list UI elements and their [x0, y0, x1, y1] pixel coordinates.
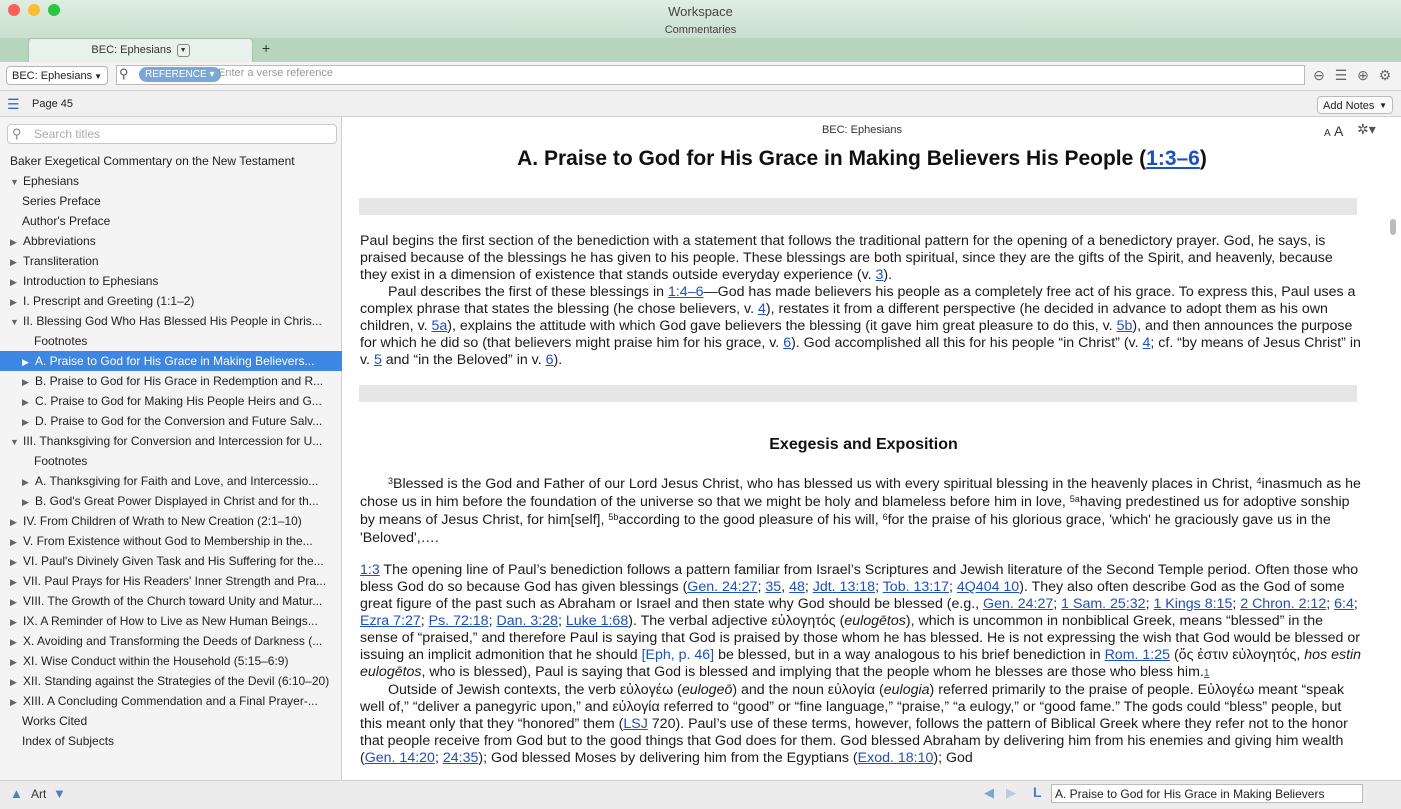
- ref-link[interactable]: Ezra 7:27: [360, 613, 421, 629]
- back-arrow-icon[interactable]: ◀: [984, 785, 994, 800]
- verse-link[interactable]: 1:3: [360, 562, 380, 578]
- sidebar-item[interactable]: [0, 651, 351, 671]
- disclosure-closed-icon[interactable]: ▶: [10, 597, 17, 607]
- location-icon: L: [1033, 784, 1042, 800]
- forward-arrow-icon[interactable]: ▶: [1006, 785, 1016, 800]
- scrollbar[interactable]: [1390, 219, 1396, 235]
- sidebar-item[interactable]: [0, 671, 351, 691]
- verse-link[interactable]: 3: [875, 267, 884, 283]
- ref-link[interactable]: 6:4: [1334, 596, 1354, 612]
- sidebar-item-label: C. Praise to God for Making His People Heirs and G...: [35, 394, 322, 408]
- disclosure-closed-icon[interactable]: ▶: [10, 617, 17, 627]
- section-title-text: A. Praise to God for His Grace in Making Believers His People (: [517, 147, 1147, 170]
- sidebar-item[interactable]: [0, 211, 363, 231]
- chevron-down-icon: ▼: [1379, 101, 1387, 110]
- disclosure-closed-icon[interactable]: ▶: [10, 657, 17, 667]
- sidebar-item[interactable]: [0, 531, 351, 551]
- sidebar-item-label: Series Preface: [22, 194, 101, 208]
- ref-link[interactable]: Gen. 24:27: [983, 596, 1054, 612]
- verse-link[interactable]: 5a: [431, 318, 448, 334]
- sidebar-item[interactable]: [0, 391, 363, 411]
- sidebar-item[interactable]: [0, 471, 363, 491]
- sidebar-item[interactable]: [0, 631, 351, 651]
- new-tab-button[interactable]: +: [262, 40, 271, 56]
- sidebar-item-label: VI. Paul's Divinely Given Task and His Suffering for the...: [23, 554, 324, 568]
- disclosure-closed-icon[interactable]: ▶: [10, 257, 17, 267]
- gear-icon[interactable]: ✲▾: [1357, 121, 1376, 137]
- scripture-text: $^3$Blessed is the God and Father of our Lord Jesus Christ, who has blessed us with every spiritual blessing in the heavenly places in Christ, $^4$inasmuch as he chose us in him before the foundation of the universe so that we might be holy and blameless before him in love, $^{5a}$having predestined us for adoptive sonship by means of Jesus Christ, for him[self], $^{5b}$according to the good pleasure of his will, $^6$for the praise of his glorious grace, ʹwhichʹ he graciously gave us in the ʹBelovedʹ,….: [360, 476, 1361, 546]
- search-icon: ⚲: [12, 126, 22, 141]
- location-field[interactable]: A. Praise to God for His Grace in Making Believers: [1051, 784, 1363, 803]
- window-subtitle: Commentaries: [664, 24, 737, 36]
- verse-link[interactable]: 5: [373, 352, 382, 368]
- verse-link[interactable]: 4: [757, 301, 766, 317]
- sidebar-item-label: VII. Paul Prays for His Readers' Inner Strength and Pra...: [23, 574, 327, 588]
- sidebar-item-label: B. Praise to God for His Grace in Redemption and R...: [35, 374, 324, 388]
- ref-link[interactable]: 4Q404 10: [956, 579, 1020, 595]
- section-title-close: ): [1199, 147, 1207, 170]
- sidebar-item-label: X. Avoiding and Transforming the Deeds of Darkness (...: [23, 634, 323, 648]
- sidebar-item-label: B. God's Great Power Displayed in Christ and for th...: [35, 494, 319, 508]
- title-search-placeholder: Search titles: [34, 127, 101, 141]
- disclosure-closed-icon[interactable]: ▶: [10, 237, 17, 247]
- collapse-up-icon[interactable]: ▲: [10, 786, 23, 801]
- table-of-contents-icon[interactable]: ☰: [7, 96, 20, 112]
- verse-link[interactable]: 4: [1142, 335, 1151, 351]
- disclosure-closed-icon[interactable]: ▶: [10, 557, 17, 567]
- sidebar-item-label: Abbreviations: [23, 234, 96, 248]
- sidebar-item[interactable]: [0, 191, 363, 211]
- disclosure-closed-icon[interactable]: ▶: [10, 677, 17, 687]
- chevron-down-icon: ▼: [94, 72, 102, 81]
- sidebar-item-label: VIII. The Growth of the Church toward Unity and Matur...: [23, 594, 323, 608]
- sidebar-item[interactable]: [0, 371, 363, 391]
- sidebar-item-label: IV. From Children of Wrath to New Creation (2:1–10): [23, 514, 302, 528]
- add-notes-label: Add Notes: [1323, 100, 1375, 112]
- sidebar-item-label: Author's Preface: [22, 214, 111, 228]
- commentary-text: 1:3 The opening line of Paul’s benediction follows a pattern familiar from Israel’s Scriptures and Jewish literature of the Second Temple period. Often those who bless God do so because God has given blessings (Gen. 24:27; 35, 48; Jdt. 13:18; Tob. 13:17; 4Q404 10). They also often describe God as the God of some great figure of the past such as Abraham or Israel and then state why God should be blessed (e.g., Gen. 24:27; 1 Sam. 25:32; 1 Kings 8:15; 2 Chron. 2:12; 6:4; Ezra 7:27; Ps. 72:18; Dan. 3:28; Luke 1:68). The verbal adjective εὐλογητός (eulogētos), which is uncommon in nonbiblical Greek, means “blessed” in the sense of “praised,” and therefore Paul is saying that God is praised by those whom he has blessed. He is not expressing the wish that God would be blessed or issuing an implicit admonition that he should [Eph, p. 46] be blessed, but in a way analogous to his brief benediction in Rom. 1:25 (ὅς ἐστιν εὐλογητός, hos estin eulogētos, who is blessed), Paul is saying that God is blessed and implying that the people whom he blesses are those who bless him.1 Outside of Jewish contexts, the verb εὐλογέω (eulogeō) and the noun εὐλογία (eulogia) referred primarily to the praise of people. Εὐλογέω meant “speak well of,” “deliver a panegyric upon,” and εὐλογία referred to “good” or “fine language,” “praise,” “a eulogy,” or “good fame.” The gods could “bless” people, but this meant only that they “honored” them (LSJ 720). Paul’s use of these terms, however, follows the pattern of Biblical Greek where they refer not to the honor that people receive from God but to the good things that God does for them. God blessed Abraham by delivering him from his enemies and giving him wealth (Gen. 14:20; 24:35); God blessed Moses by delivering him from the Egyptians (Exod. 18:10); God: [360, 562, 1362, 766]
- disclosure-closed-icon[interactable]: ▶: [10, 637, 17, 647]
- resource-select-value: BEC: Ephesians: [12, 70, 93, 82]
- ref-link[interactable]: [Eph, p. 46]: [641, 647, 715, 663]
- disclosure-closed-icon[interactable]: ▶: [22, 417, 29, 427]
- art-label: Art: [31, 787, 47, 801]
- sidebar-item-label: III. Thanksgiving for Conversion and Intercession for U...: [23, 434, 323, 448]
- disclosure-closed-icon[interactable]: ▶: [22, 477, 29, 487]
- disclosure-open-icon[interactable]: ▼: [10, 437, 19, 447]
- disclosure-closed-icon[interactable]: ▶: [10, 297, 17, 307]
- sidebar-item-label: Introduction to Ephesians: [23, 274, 159, 288]
- search-type-label: REFERENCE: [145, 69, 207, 80]
- window-title: Workspace: [668, 4, 733, 19]
- sidebar-item-label: D. Praise to God for the Conversion and Future Salv...: [35, 414, 323, 428]
- divider-band: [359, 385, 1357, 402]
- sidebar-item[interactable]: [0, 411, 363, 431]
- zoom-search-icon[interactable]: ⊖: [1313, 67, 1325, 83]
- ref-link[interactable]: Jdt. 13:18: [812, 579, 876, 595]
- search-type-pill[interactable]: REFERENCE ▾: [139, 67, 221, 82]
- section-title: [342, 147, 1382, 171]
- tab-bec-ephesians[interactable]: [28, 38, 253, 62]
- sidebar-item[interactable]: [0, 291, 351, 311]
- sidebar-item[interactable]: [0, 251, 351, 271]
- content-header: BEC: Ephesians: [821, 124, 903, 136]
- ref-link[interactable]: Ps. 72:18: [428, 613, 489, 629]
- sidebar-item[interactable]: [0, 731, 363, 751]
- disclosure-closed-icon[interactable]: ▶: [10, 577, 17, 587]
- tab-menu-icon[interactable]: ▼: [177, 44, 190, 57]
- divider-band: [359, 198, 1357, 215]
- sidebar-item[interactable]: [0, 151, 351, 171]
- disclosure-closed-icon[interactable]: ▶: [10, 697, 17, 707]
- sidebar-item[interactable]: [0, 511, 351, 531]
- sidebar-item-label: I. Prescript and Greeting (1:1–2): [23, 294, 195, 308]
- disclosure-closed-icon[interactable]: ▶: [10, 537, 17, 547]
- sidebar-item-label: Transliteration: [23, 254, 99, 268]
- ref-link[interactable]: 1 Sam. 25:32: [1061, 596, 1146, 612]
- sidebar-item[interactable]: [0, 591, 351, 611]
- sidebar-item-label: A. Thanksgiving for Faith and Love, and Intercessio...: [35, 474, 319, 488]
- sidebar-item[interactable]: [0, 551, 351, 571]
- ref-link[interactable]: 35: [765, 579, 782, 595]
- sidebar-item[interactable]: [0, 711, 363, 731]
- sidebar-item[interactable]: [0, 271, 351, 291]
- title-reference-link[interactable]: 1:3–6: [1146, 147, 1200, 170]
- disclosure-closed-icon[interactable]: ▶: [10, 517, 17, 527]
- disclosure-closed-icon[interactable]: ▶: [22, 497, 29, 507]
- sidebar-item[interactable]: [0, 451, 375, 471]
- verse-link[interactable]: 6: [545, 352, 554, 368]
- sidebar-item-label: Baker Exegetical Commentary on the New Testament: [10, 154, 295, 168]
- ref-link[interactable]: Gen. 24:27: [687, 579, 758, 595]
- page-number: Page 45: [32, 98, 73, 110]
- verse-link[interactable]: 6: [783, 335, 792, 351]
- ref-link[interactable]: 48: [789, 579, 805, 595]
- verse-link[interactable]: 5b: [1116, 318, 1133, 334]
- summary-text: Paul begins the first section of the benediction with a statement that follows the traditional pattern for the opening of a benedictory prayer. God, he says, is praised because of the blessings he has given to his people. These blessings are both spiritual, since they are the gifts of the Spirit, and heavenly, because they exist in a dimension of existence that stands outside everyday experience (v. 3). Paul describes the first of these blessings in 1:4–6—God has made believers his people as a completely free act of his grace. To express this, Paul uses a complex phrase that states the blessing (he chose believers, v. 4), restates it from a different perspective (he decided in advance to adopt them as his own children, v. 5a), explains the attitude with which God gave believers the blessing (it gave him great pleasure to do this, v. 5b), and then announces the purpose for which he did so (that believers might praise him for his grace, v. 6). God accomplished all this for his people “in Christ” (v. 4; cf. “by means of Jesus Christ” in v. 5 and “in the Beloved” in v. 6).: [360, 233, 1361, 368]
- sidebar-item[interactable]: [0, 491, 363, 511]
- sidebar-item[interactable]: [0, 311, 351, 331]
- add-notes-button[interactable]: [1317, 96, 1393, 114]
- sidebar-item[interactable]: [0, 571, 351, 591]
- ref-link[interactable]: 1 Kings 8:15: [1153, 596, 1233, 612]
- sidebar-item-label: II. Blessing God Who Has Blessed His People in Chris...: [23, 314, 322, 328]
- ref-link[interactable]: LSJ: [623, 716, 648, 732]
- verse-link[interactable]: 1:4–6: [667, 284, 704, 300]
- font-size-control[interactable]: A A: [1324, 123, 1344, 139]
- sidebar-item[interactable]: [0, 431, 351, 451]
- disclosure-open-icon[interactable]: ▼: [10, 317, 19, 327]
- disclosure-open-icon[interactable]: ▼: [10, 177, 19, 187]
- disclosure-closed-icon[interactable]: ▶: [10, 277, 17, 287]
- sidebar-item-label: Footnotes: [34, 334, 88, 348]
- ref-link[interactable]: Tob. 13:17: [882, 579, 949, 595]
- sidebar-item-label: Footnotes: [34, 454, 88, 468]
- tab-label: BEC: Ephesians: [91, 44, 172, 56]
- share-icon[interactable]: ⚙: [1378, 67, 1392, 83]
- ref-link[interactable]: 24:35: [442, 750, 479, 766]
- ref-link[interactable]: Gen. 14:20: [364, 750, 435, 766]
- sidebar-item-label: A. Praise to God for His Grace in Making Believers...: [35, 354, 315, 368]
- disclosure-closed-icon[interactable]: ▶: [22, 377, 29, 387]
- search-icon: ⚲: [119, 66, 129, 81]
- disclosure-closed-icon[interactable]: ▶: [22, 357, 29, 367]
- sidebar-item-label: IX. A Reminder of How to Live as New Human Beings...: [23, 614, 318, 628]
- expand-down-icon[interactable]: ▼: [53, 786, 66, 801]
- add-panel-icon[interactable]: ⊕: [1357, 67, 1369, 83]
- sidebar-item-label: V. From Existence without God to Membership in the...: [23, 534, 313, 548]
- ref-link[interactable]: Rom. 1:25: [1104, 647, 1171, 663]
- sidebar-item[interactable]: [0, 351, 363, 371]
- sidebar-item[interactable]: [0, 231, 351, 251]
- section-heading: Exegesis and Exposition: [769, 436, 958, 453]
- reader-toolbar: [0, 91, 1401, 117]
- sidebar-item[interactable]: [0, 171, 351, 191]
- sidebar-item-label: Ephesians: [23, 174, 80, 188]
- ref-link[interactable]: Exod. 18:10: [857, 750, 934, 766]
- sidebar-item-label: XIII. A Concluding Commendation and a Final Prayer-...: [23, 694, 318, 708]
- list-icon[interactable]: ☰: [1334, 67, 1348, 83]
- ref-link[interactable]: 2 Chron. 2:12: [1240, 596, 1327, 612]
- sidebar-item-label: Works Cited: [22, 714, 88, 728]
- reference-input[interactable]: Enter a verse reference: [218, 67, 333, 79]
- sidebar-item-label: XI. Wise Conduct within the Household (5:15–6:9): [23, 654, 289, 668]
- footnote-link[interactable]: 1: [1203, 668, 1210, 679]
- sidebar-item[interactable]: [0, 611, 351, 631]
- sidebar-item-label: Index of Subjects: [22, 734, 115, 748]
- sidebar-item[interactable]: [0, 331, 375, 351]
- disclosure-closed-icon[interactable]: ▶: [22, 397, 29, 407]
- sidebar-item-label: XII. Standing against the Strategies of the Devil (6:10–20): [23, 674, 330, 688]
- ref-link[interactable]: Dan. 3:28: [496, 613, 558, 629]
- sidebar-item[interactable]: [0, 691, 351, 711]
- ref-link[interactable]: Luke 1:68: [565, 613, 629, 629]
- resource-select[interactable]: [6, 66, 108, 85]
